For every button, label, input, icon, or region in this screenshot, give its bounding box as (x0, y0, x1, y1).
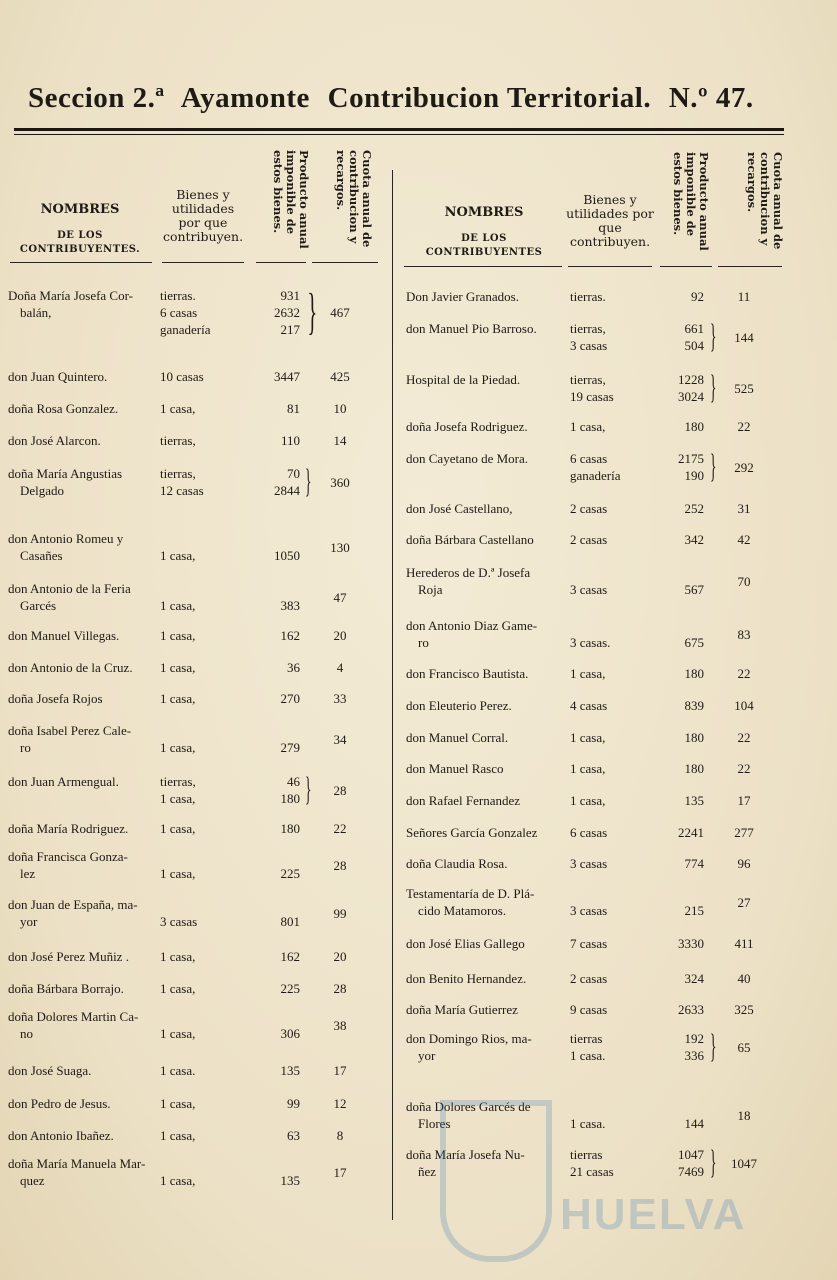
table-row (8, 1095, 388, 1112)
contributor-name: Hospital de la Piedad. (406, 372, 521, 387)
product-value: 180 (684, 419, 704, 434)
contributor-name: don Manuel Pio Barroso. (406, 321, 537, 336)
contributor-name: no (20, 1026, 33, 1041)
right-col-header-producto: Producto anual imponible de estos bienes. (671, 152, 711, 251)
archive-watermark (430, 1085, 790, 1255)
contributor-name: don Francisco Bautista. (406, 666, 529, 681)
goods-cell: 1 casa. (160, 1063, 196, 1078)
table-row (8, 368, 388, 385)
product-value: 162 (280, 949, 300, 964)
contributor-name: balán, (20, 305, 52, 320)
product-value: 279 (280, 740, 300, 755)
goods-cell: 1 casa, (160, 949, 196, 964)
product-value: 135 (280, 1173, 300, 1188)
rule-right-cuota (718, 266, 782, 267)
product-value: 46 (287, 774, 300, 789)
product-value: 7469 (678, 1164, 704, 1179)
table-row (406, 824, 786, 841)
table-row (8, 465, 388, 499)
cuota-value: 96 (737, 856, 751, 871)
table-row (8, 1127, 388, 1144)
watermark-text: HUELVA (560, 1190, 747, 1239)
table-row (8, 1062, 388, 1079)
goods-cell: 1 casa, (160, 1128, 196, 1143)
product-value: 801 (280, 914, 300, 929)
goods-cell: tierras (570, 1147, 603, 1162)
cuota-value: 42 (737, 532, 751, 547)
left-nombres-label: NOMBRES (40, 202, 120, 217)
cuota-value: 22 (737, 666, 751, 681)
goods-cell: 3 casas. (570, 635, 611, 650)
right-col-header-names (404, 206, 564, 260)
brace-icon: } (709, 369, 717, 406)
product-value: 110 (280, 433, 300, 448)
goods-cell: 12 casas (160, 483, 204, 498)
contributor-name: don José Castellano, (406, 501, 513, 516)
cuota-value: 28 (333, 857, 347, 873)
product-value: 2175 (678, 451, 704, 466)
goods-cell: 1 casa, (570, 666, 606, 681)
product-value: 675 (684, 635, 704, 650)
goods-cell: 19 casas (570, 389, 614, 404)
table-row (406, 697, 786, 714)
product-value: 383 (280, 598, 300, 613)
brace-icon: } (307, 284, 318, 340)
goods-cell: ganadería (160, 322, 211, 337)
contributor-name: don José Suaga. (8, 1063, 92, 1078)
contributor-name: don Manuel Corral. (406, 730, 509, 745)
goods-cell: 2 casas (570, 971, 608, 986)
contributor-name: yor (20, 914, 38, 929)
goods-cell: 1 casa, (160, 821, 196, 836)
cuota-value: 20 (333, 628, 347, 643)
goods-cell: tierras. (160, 288, 196, 303)
goods-cell: 1 casa, (160, 1026, 196, 1041)
header-seccion: Seccion 2.ª (28, 82, 165, 114)
contributor-name: doña Josefa Rodriguez. (406, 419, 528, 434)
contributor-name: Garcés (20, 598, 57, 613)
contributor-name: don José Perez Muñiz . (8, 949, 129, 964)
goods-cell: 6 casas (160, 305, 198, 320)
product-value: 192 (684, 1031, 704, 1046)
contributor-name: doña Rosa Gonzalez. (8, 401, 119, 416)
table-row (8, 690, 388, 707)
product-value: 1228 (678, 372, 704, 387)
goods-cell: 3 casas (570, 856, 608, 871)
right-col-header-cuota: Cuota anual de contribucion y recargos. (745, 152, 785, 250)
contributor-name: don Manuel Villegas. (8, 628, 120, 643)
header-lugar: Ayamonte (180, 82, 310, 114)
table-row (8, 896, 388, 930)
contributor-name: doña María Gutierrez (406, 1002, 518, 1017)
goods-cell: 1 casa, (160, 691, 196, 706)
product-value: 1047 (678, 1147, 704, 1162)
contributor-name: doña Isabel Perez Cale- (8, 723, 132, 738)
cuota-value: 104 (734, 698, 754, 713)
goods-cell: tierras (570, 1031, 603, 1046)
contributor-name: cido Matamoros. (418, 903, 507, 918)
table-row (406, 531, 786, 548)
goods-cell: 21 casas (570, 1164, 614, 1179)
table-row (406, 288, 786, 305)
contributor-name: don Pedro de Jesus. (8, 1096, 111, 1111)
table-row (8, 284, 388, 340)
product-value: 180 (280, 821, 300, 836)
cuota-value: 22 (737, 761, 751, 776)
contributor-name: don Juan de España, ma- (8, 897, 138, 912)
cuota-value: 22 (737, 730, 751, 745)
goods-cell: 1 casa, (570, 761, 606, 776)
contributor-name: don Antonio Ibañez. (8, 1128, 114, 1143)
goods-cell: 1 casa, (160, 548, 196, 563)
goods-cell: tierras, (160, 774, 196, 789)
contributor-name: ro (20, 740, 31, 755)
product-value: 2633 (678, 1002, 704, 1017)
shield-icon (440, 1100, 552, 1262)
contributor-name: lez (20, 866, 36, 881)
cuota-value: 4 (336, 660, 344, 675)
goods-cell: tierras, (160, 433, 196, 448)
product-value: 3330 (678, 936, 704, 951)
cuota-value: 425 (330, 369, 350, 384)
cuota-value: 65 (737, 1039, 751, 1055)
cuota-value: 20 (333, 949, 347, 964)
product-value: 252 (684, 501, 704, 516)
goods-cell: 3 casas (160, 914, 198, 929)
cuota-value: 40 (737, 971, 751, 986)
product-value: 92 (691, 289, 704, 304)
contributor-name: don Juan Quintero. (8, 369, 108, 384)
product-value: 225 (280, 981, 300, 996)
table-row (406, 564, 786, 598)
contributor-name: Herederos de D.ª Josefa (406, 565, 531, 580)
product-value: 81 (287, 401, 300, 416)
product-value: 36 (287, 660, 300, 675)
rule-right-bienes (568, 266, 652, 267)
goods-cell: 1 casa, (160, 791, 196, 806)
contributor-name: don Cayetano de Mora. (406, 451, 529, 466)
goods-cell: 6 casas (570, 451, 608, 466)
goods-cell: 1 casa, (160, 628, 196, 643)
table-row (406, 970, 786, 987)
contributor-name: don José Alarcon. (8, 433, 101, 448)
contributor-name: don Manuel Rasco (406, 761, 504, 776)
cuota-value: 411 (734, 936, 754, 951)
cuota-value: 17 (737, 793, 751, 808)
table-row (8, 530, 388, 564)
contributor-name: doña María Manuela Mar- (8, 1156, 146, 1171)
contributor-name: don Antonio de la Cruz. (8, 660, 133, 675)
contributor-name: Don Javier Granados. (406, 289, 519, 304)
brace-icon: } (709, 318, 717, 355)
table-row (406, 617, 786, 651)
contributor-name: don Benito Hernandez. (406, 971, 527, 986)
cuota-value: 467 (330, 305, 350, 320)
product-value: 661 (684, 321, 704, 336)
cuota-value: 22 (333, 821, 347, 836)
contributor-name: Testamentaría de D. Plá- (406, 886, 535, 901)
product-value: 342 (684, 532, 704, 547)
table-row (8, 848, 388, 882)
cuota-value: 144 (734, 329, 754, 345)
table-row (406, 1001, 786, 1018)
product-value: 144 (684, 1116, 704, 1131)
goods-cell: 1 casa, (570, 730, 606, 745)
goods-cell: 3 casas (570, 338, 608, 353)
table-row (8, 948, 388, 965)
product-value: 215 (684, 903, 704, 918)
contributor-name: don Eleuterio Perez. (406, 698, 512, 713)
cuota-value: 33 (333, 691, 347, 706)
contributor-name: ro (418, 635, 429, 650)
goods-cell: 2 casas (570, 501, 608, 516)
goods-cell: 1 casa, (570, 793, 606, 808)
table-row (406, 855, 786, 872)
goods-cell: tierras, (160, 466, 196, 481)
header-rule (14, 128, 784, 131)
goods-cell: 4 casas (570, 698, 608, 713)
contributor-name: doña Bárbara Borrajo. (8, 981, 124, 996)
product-value: 567 (684, 582, 704, 597)
table-row (406, 371, 786, 405)
cuota-value: 525 (734, 380, 754, 396)
product-value: 190 (684, 468, 704, 483)
left-col-header-producto: Producto anual imponible de estos bienes. (271, 150, 311, 249)
goods-cell: 1 casa, (160, 981, 196, 996)
contributor-name: don José Elias Gallego (406, 936, 525, 951)
cuota-value: 1047 (731, 1155, 757, 1171)
left-col-header-cuota: Cuota anual de contribucion y recargos. (334, 150, 374, 248)
contributor-name: Casañes (20, 548, 63, 563)
product-value: 324 (684, 971, 704, 986)
contributor-name: Roja (418, 582, 443, 597)
table-row (8, 627, 388, 644)
header-rule-thin (14, 134, 784, 135)
contributor-name: ñez (418, 1164, 437, 1179)
brace-icon: } (709, 448, 717, 485)
goods-cell: 1 casa, (160, 1173, 196, 1188)
product-value: 99 (287, 1096, 300, 1111)
table-row (8, 820, 388, 837)
goods-cell: 1 casa, (160, 866, 196, 881)
product-value: 2632 (274, 305, 300, 320)
goods-cell: 3 casas (570, 582, 608, 597)
cuota-value: 47 (333, 589, 347, 605)
table-row (8, 432, 388, 449)
contributor-name: don Domingo Rios, ma- (406, 1031, 532, 1046)
brace-icon: } (709, 1028, 717, 1065)
goods-cell: 10 casas (160, 369, 204, 384)
cuota-value: 14 (333, 433, 347, 448)
rule-right-names (404, 266, 562, 267)
product-value: 839 (684, 698, 704, 713)
left-col-header-names (10, 203, 150, 257)
table-row (406, 418, 786, 435)
table-row (8, 659, 388, 676)
page-header (28, 82, 788, 115)
contributor-name: don Antonio Romeu y (8, 531, 124, 546)
rule-left-producto (256, 262, 306, 263)
right-nombres-label: NOMBRES (444, 205, 524, 220)
goods-cell: ganadería (570, 468, 621, 483)
cuota-value: 22 (737, 419, 751, 434)
goods-cell: 1 casa, (160, 598, 196, 613)
cuota-value: 360 (330, 474, 350, 490)
goods-cell: 1 casa, (570, 419, 606, 434)
product-value: 217 (280, 322, 300, 337)
table-row (406, 450, 786, 484)
contributor-name: don Rafael Fernandez (406, 793, 521, 808)
table-row (406, 1030, 786, 1064)
product-value: 270 (280, 691, 300, 706)
contributor-name: doña Bárbara Castellano (406, 532, 534, 547)
table-row (406, 729, 786, 746)
cuota-value: 17 (333, 1164, 347, 1180)
cuota-value: 8 (336, 1128, 344, 1143)
product-value: 180 (684, 666, 704, 681)
table-row (8, 1008, 388, 1042)
goods-cell: tierras, (570, 372, 606, 387)
product-value: 70 (287, 466, 300, 481)
cuota-value: 70 (737, 573, 751, 589)
contributor-name: doña Dolores Martin Ca- (8, 1009, 139, 1024)
right-col-header-bienes: Bienes y utilidades por que contribuyen. (566, 192, 654, 249)
goods-cell: 2 casas (570, 532, 608, 547)
header-titulo: Contribucion Territorial. (327, 82, 652, 114)
table-row (406, 500, 786, 517)
goods-cell: 7 casas (570, 936, 608, 951)
right-nombres-sublabel: DE LOS CONTRIBUYENTES (425, 233, 543, 258)
product-value: 306 (280, 1026, 300, 1041)
cuota-value: 34 (333, 731, 347, 747)
goods-cell: 1 casa, (160, 1096, 196, 1111)
cuota-value: 12 (333, 1096, 347, 1111)
contributor-name: quez (20, 1173, 45, 1188)
cuota-value: 11 (737, 289, 751, 304)
table-row (8, 400, 388, 417)
product-value: 180 (280, 791, 300, 806)
contributor-name: doña Josefa Rojos (8, 691, 103, 706)
product-value: 135 (684, 793, 704, 808)
cuota-value: 17 (333, 1063, 347, 1078)
product-value: 504 (684, 338, 704, 353)
cuota-value: 38 (333, 1017, 347, 1033)
product-value: 1050 (274, 548, 300, 563)
contributor-name: doña Francisca Gonza- (8, 849, 128, 864)
product-value: 774 (684, 856, 704, 871)
goods-cell: 9 casas (570, 1002, 608, 1017)
table-row (8, 722, 388, 756)
product-value: 2241 (678, 825, 704, 840)
cuota-value: 292 (734, 459, 754, 475)
product-value: 2844 (274, 483, 300, 498)
table-row (8, 1155, 388, 1189)
product-value: 225 (280, 866, 300, 881)
product-value: 63 (287, 1128, 300, 1143)
goods-cell: tierras, (570, 321, 606, 336)
goods-cell: 1 casa. (570, 1116, 606, 1131)
goods-cell: 6 casas (570, 825, 608, 840)
contributor-name: Delgado (20, 483, 65, 498)
table-row (406, 792, 786, 809)
brace-icon: } (709, 1144, 717, 1181)
contributor-name: don Antonio de la Feria (8, 581, 131, 596)
product-value: 180 (684, 761, 704, 776)
contributor-name: doña Dolores Garcés de (406, 1099, 531, 1114)
cuota-value: 31 (737, 501, 751, 516)
cuota-value: 10 (333, 401, 347, 416)
rule-left-cuota (312, 262, 378, 263)
cuota-value: 27 (737, 894, 751, 910)
left-nombres-sublabel: DE LOS CONTRIBUYENTES. (19, 230, 141, 255)
goods-cell: 1 casa, (160, 740, 196, 755)
table-row (406, 320, 786, 354)
goods-cell: tierras. (570, 289, 606, 304)
cuota-value: 130 (330, 539, 350, 555)
contributor-name: Señores García Gonzalez (406, 825, 538, 840)
rule-left-names (10, 262, 152, 263)
contributor-name: doña María Rodriguez. (8, 821, 129, 836)
cuota-value: 28 (333, 782, 347, 798)
cuota-value: 99 (333, 905, 347, 921)
contributor-name: doña Claudia Rosa. (406, 856, 508, 871)
goods-cell: 1 casa, (160, 401, 196, 416)
cuota-value: 28 (333, 981, 347, 996)
product-value: 336 (684, 1048, 704, 1063)
goods-cell: 3 casas (570, 903, 608, 918)
rule-right-producto (660, 266, 712, 267)
table-row (406, 885, 786, 919)
cuota-value: 277 (734, 825, 754, 840)
contributor-name: don Juan Armengual. (8, 774, 119, 789)
contributor-name: don Antonio Diaz Game- (406, 618, 538, 633)
product-value: 135 (280, 1063, 300, 1078)
product-value: 180 (684, 730, 704, 745)
brace-icon: } (304, 771, 312, 808)
cuota-value: 18 (737, 1107, 751, 1123)
cuota-value: 83 (737, 626, 751, 642)
product-value: 3024 (678, 389, 704, 404)
product-value: 931 (280, 288, 300, 303)
contributor-name: yor (418, 1048, 436, 1063)
rule-left-bienes (162, 262, 244, 263)
product-value: 3447 (274, 369, 300, 384)
table-row (8, 980, 388, 997)
cuota-value: 325 (734, 1002, 754, 1017)
goods-cell: 1 casa. (570, 1048, 606, 1063)
contributor-name: Flores (418, 1116, 451, 1131)
column-divider (392, 170, 393, 1220)
contributor-name: doña María Josefa Nu- (406, 1147, 525, 1162)
table-row (8, 773, 388, 807)
header-numero: N.º 47. (668, 82, 754, 114)
contributor-name: doña María Angustias (8, 466, 123, 481)
goods-cell: 1 casa, (160, 660, 196, 675)
table-row (8, 580, 388, 614)
table-row (406, 665, 786, 682)
left-col-header-bienes: Bienes y utilidades por que contribuyen. (162, 187, 244, 244)
table-row (406, 760, 786, 777)
contributor-name: Doña María Josefa Cor- (8, 288, 134, 303)
table-row (406, 935, 786, 952)
product-value: 162 (280, 628, 300, 643)
brace-icon: } (304, 463, 312, 500)
